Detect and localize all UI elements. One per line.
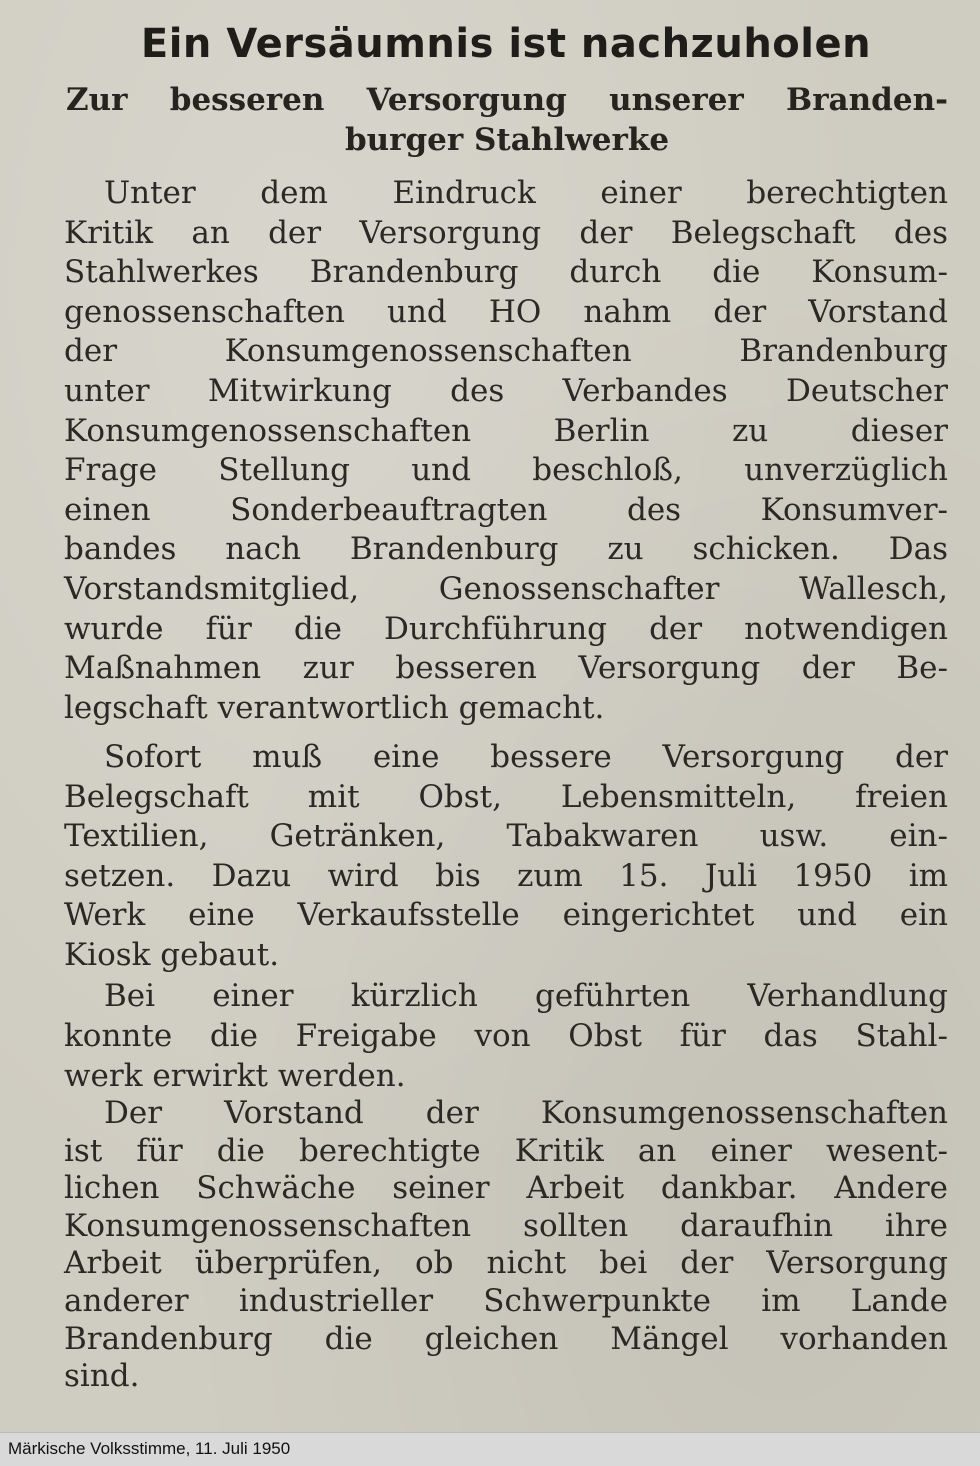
text-line: Stahlwerkes Brandenburg durch die Konsum- (64, 254, 948, 291)
text-line: Kritik an der Versorgung der Belegschaft des (64, 214, 948, 251)
subhead-line: burger Stahlwerke (344, 122, 670, 158)
text-line: Der Vorstand der Konsumgenossenschaften (104, 1095, 948, 1131)
text-line: Kiosk gebaut. (64, 936, 280, 973)
text-line: konnte die Freigabe von Obst für das Stahl- (64, 1018, 948, 1054)
text-line: Textilien, Getränken, Tabakwaren usw. ein- (64, 818, 948, 854)
text-line: legschaft verantwortlich gemacht. (64, 689, 605, 726)
text-line: werk erwirkt werden. (64, 1058, 406, 1094)
text-line: der Konsumgenossenschaften Brandenburg (64, 333, 948, 370)
text-line: einen Sonderbeauftragten des Konsumver- (64, 491, 948, 528)
text-line: Konsumgenossenschaften sollten daraufhin ihre (64, 1207, 948, 1244)
text-line: Sofort muß eine bessere Versorgung der (104, 739, 948, 775)
article-subheadline (66, 80, 948, 160)
article-paragraph-1 (64, 174, 948, 728)
text-line: bandes nach Brandenburg zu schicken. Das (64, 531, 948, 568)
text-line: Vorstandsmitglied, Genossenschafter Wallesch, (64, 570, 948, 607)
text-line: sind. (64, 1358, 140, 1395)
text-line: Frage Stellung und beschloß, unverzüglich (64, 452, 948, 489)
text-line: anderer industrieller Schwerpunkte im Lande (64, 1282, 948, 1319)
subhead-line: Zur besseren Versorgung unserer Branden- (66, 82, 948, 118)
text-line: Brandenburg die gleichen Mängel vorhanden (64, 1320, 948, 1357)
text-line: lichen Schwäche seiner Arbeit dankbar. Andere (64, 1170, 948, 1207)
text-line: setzen. Dazu wird bis zum 15. Juli 1950 im (64, 857, 948, 894)
text-line: ist für die berechtigte Kritik an einer wesent- (64, 1132, 948, 1169)
article-paragraph-4 (64, 1095, 948, 1396)
caption-bar (0, 1432, 980, 1466)
text-line: wurde für die Durchführung der notwendigen (64, 610, 948, 647)
text-line: Arbeit überprüfen, ob nicht bei der Versorgung (64, 1245, 948, 1282)
text-line: genossenschaften und HO nahm der Vorstand (64, 293, 948, 330)
text-line: Bei einer kürzlich geführten Verhandlung (104, 978, 948, 1014)
source-caption: Märkische Volksstimme, 11. Juli 1950 (8, 1439, 291, 1458)
article-paragraph-2 (64, 738, 948, 975)
text-line: unter Mitwirkung des Verbandes Deutscher (64, 372, 948, 409)
article-headline: Ein Versäumnis ist nachzuholen (140, 21, 872, 67)
text-line: Werk eine Verkaufsstelle eingerichtet und ein (64, 897, 948, 933)
article-paragraph-3 (64, 976, 948, 1096)
text-line: Belegschaft mit Obst, Lebensmitteln, freien (64, 778, 948, 815)
text-line: Konsumgenossenschaften Berlin zu dieser (64, 412, 948, 449)
text-line: Maßnahmen zur besseren Versorgung der Be- (64, 650, 948, 687)
text-line: Unter dem Eindruck einer berechtigten (104, 175, 948, 211)
